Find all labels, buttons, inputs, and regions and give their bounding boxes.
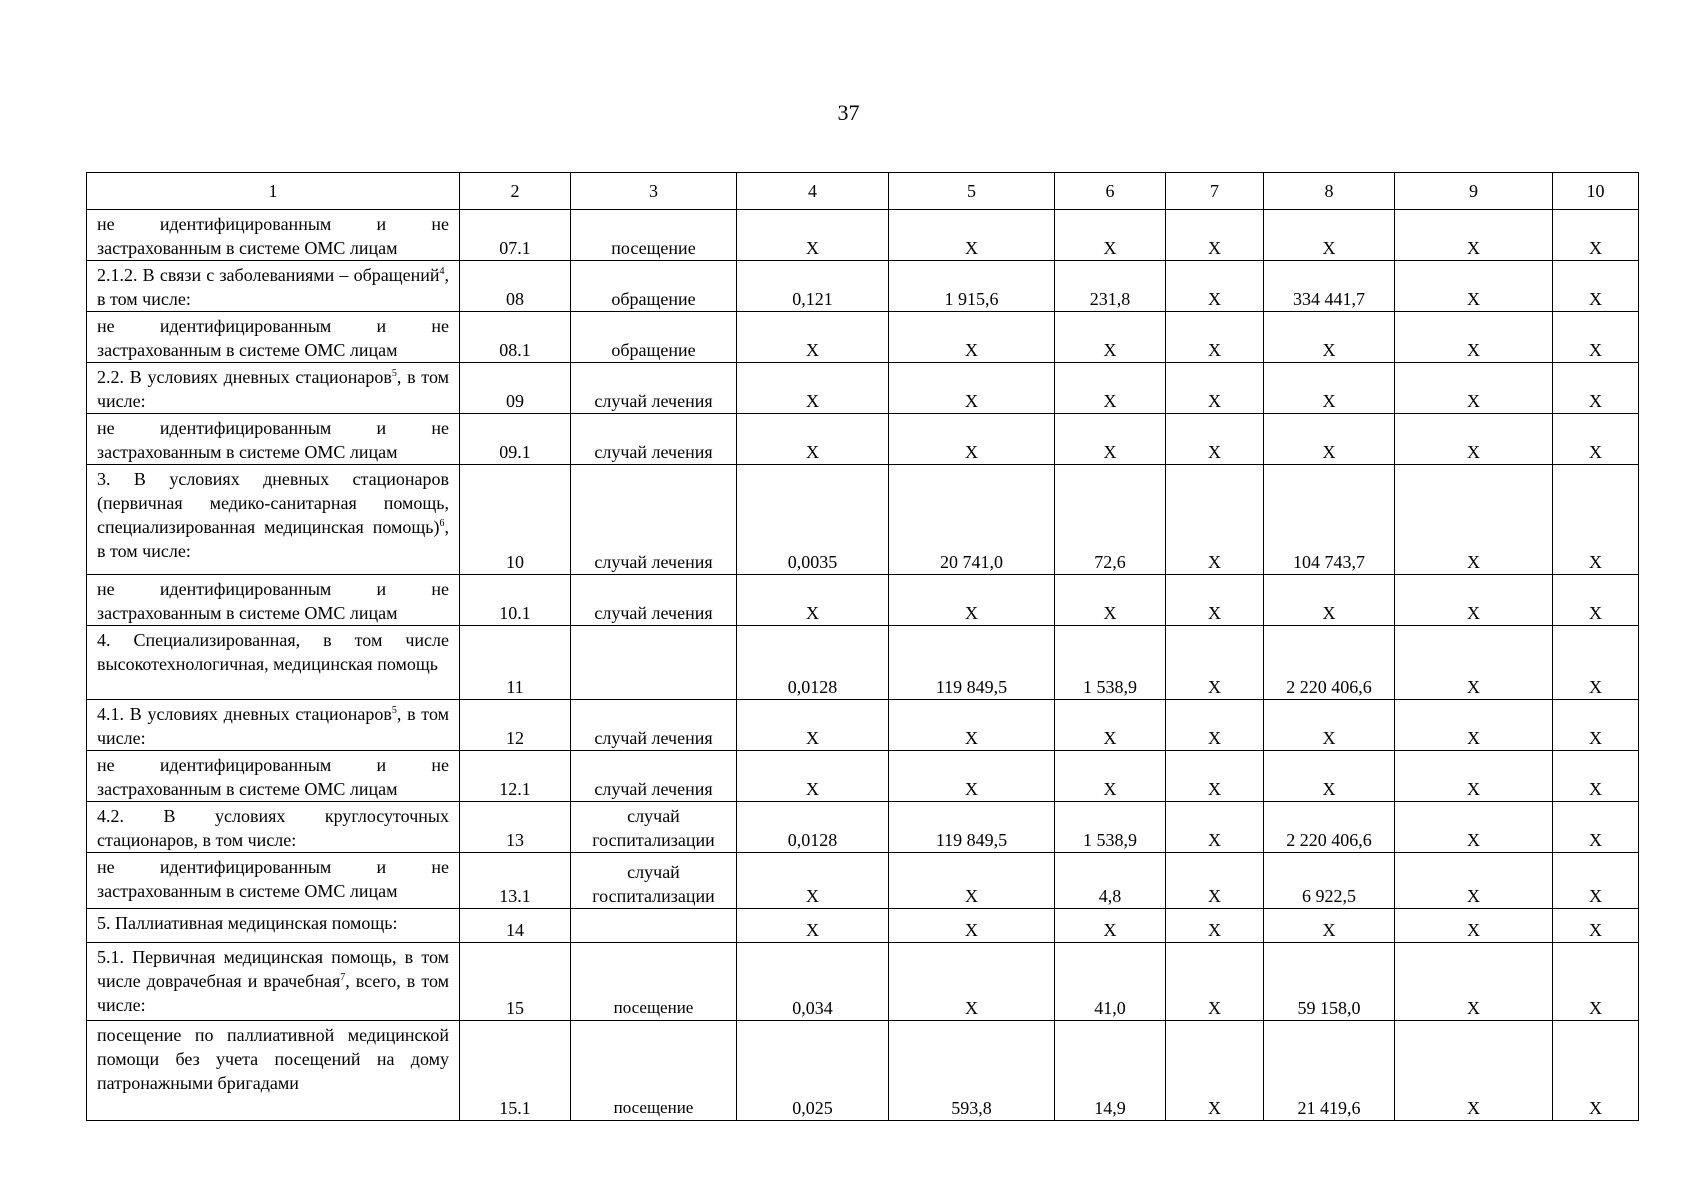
row-unit: случай лечения	[571, 414, 737, 465]
cell-col9: Х	[1395, 575, 1553, 626]
cell-col7: Х	[1166, 1021, 1264, 1121]
row-name-text: 4.2. В условиях круглосуточных стационаров, в том числе:	[97, 806, 449, 850]
cell-col6: Х	[1055, 363, 1166, 414]
cell-col10: Х	[1553, 210, 1639, 261]
column-header: 8	[1264, 173, 1395, 210]
cell-col8: 104 743,7	[1264, 465, 1395, 575]
cell-col5: 119 849,5	[889, 802, 1055, 853]
cell-col4: Х	[737, 312, 889, 363]
column-header: 4	[737, 173, 889, 210]
cell-col10: Х	[1553, 1021, 1639, 1121]
row-unit: случай лечения	[571, 700, 737, 751]
cell-col8: 2 220 406,6	[1264, 802, 1395, 853]
cell-col7: Х	[1166, 909, 1264, 943]
cell-col9: Х	[1395, 261, 1553, 312]
row-unit: случай лечения	[571, 575, 737, 626]
cell-col9: Х	[1395, 853, 1553, 909]
cell-col10: Х	[1553, 575, 1639, 626]
cell-col7: Х	[1166, 700, 1264, 751]
row-unit: случай лечения	[571, 465, 737, 575]
row-unit: посещение	[571, 1021, 737, 1121]
row-unit: обращение	[571, 261, 737, 312]
row-name-tail: , в том числе:	[97, 367, 449, 411]
column-header: 7	[1166, 173, 1264, 210]
table-header-row	[87, 173, 1639, 210]
row-name-text: не идентифицированным и не застрахованным в системе ОМС лицам	[97, 316, 449, 360]
cell-col7: Х	[1166, 575, 1264, 626]
cell-col9: Х	[1395, 700, 1553, 751]
row-code: 11	[460, 626, 571, 700]
row-name-text: не идентифицированным и не застрахованным в системе ОМС лицам	[97, 418, 449, 462]
cell-col7: Х	[1166, 312, 1264, 363]
row-code: 13	[460, 802, 571, 853]
table-row	[87, 261, 1639, 312]
cell-col6: Х	[1055, 414, 1166, 465]
footnote-marker: 6	[439, 518, 445, 529]
cell-col9: Х	[1395, 210, 1553, 261]
cell-col9: Х	[1395, 802, 1553, 853]
row-name	[87, 909, 460, 943]
table-row	[87, 465, 1639, 575]
cell-col9: Х	[1395, 943, 1553, 1021]
row-name-tail: , в том числе:	[97, 517, 449, 561]
row-name-text: 2.1.2. В связи с заболеваниями – обращений	[97, 265, 440, 285]
cell-col6: Х	[1055, 210, 1166, 261]
row-name-text: 5.1. Первичная медицинская помощь, в том числе доврачебная и врачебная	[97, 947, 449, 991]
row-unit	[571, 909, 737, 943]
cell-col6: 14,9	[1055, 1021, 1166, 1121]
row-name-tail: , в том числе:	[97, 704, 449, 748]
cell-col5: Х	[889, 414, 1055, 465]
cell-col7: Х	[1166, 853, 1264, 909]
cell-col10: Х	[1553, 465, 1639, 575]
cell-col8: Х	[1264, 363, 1395, 414]
row-unit: случай госпитализации	[571, 802, 737, 853]
cell-col4: 0,121	[737, 261, 889, 312]
row-name	[87, 312, 460, 363]
cell-col9: Х	[1395, 1021, 1553, 1121]
row-name-text: посещение по паллиативной медицинской помощи без учета посещений на дому патронажными бригадами	[97, 1025, 449, 1093]
cell-col7: Х	[1166, 943, 1264, 1021]
cell-col10: Х	[1553, 700, 1639, 751]
table-row	[87, 312, 1639, 363]
row-code: 13.1	[460, 853, 571, 909]
cell-col5: Х	[889, 700, 1055, 751]
table-body	[87, 210, 1639, 1121]
cell-col5: Х	[889, 575, 1055, 626]
cell-col8: 59 158,0	[1264, 943, 1395, 1021]
column-header: 6	[1055, 173, 1166, 210]
row-name-tail: , в том числе:	[97, 265, 449, 309]
cell-col5: Х	[889, 312, 1055, 363]
column-header: 10	[1553, 173, 1639, 210]
cell-col6: Х	[1055, 751, 1166, 802]
row-code: 15	[460, 943, 571, 1021]
cell-col5: 1 915,6	[889, 261, 1055, 312]
column-header: 9	[1395, 173, 1553, 210]
cell-col8: 21 419,6	[1264, 1021, 1395, 1121]
table-row	[87, 626, 1639, 700]
row-code: 12	[460, 700, 571, 751]
row-unit	[571, 626, 737, 700]
cell-col10: Х	[1553, 626, 1639, 700]
cell-col5: Х	[889, 909, 1055, 943]
cell-col10: Х	[1553, 363, 1639, 414]
row-name-text: 4. Специализированная, в том числе высокотехнологичная, медицинская помощь	[97, 630, 449, 674]
row-code: 08	[460, 261, 571, 312]
table-row	[87, 700, 1639, 751]
row-name	[87, 363, 460, 414]
cell-col9: Х	[1395, 465, 1553, 575]
cell-col7: Х	[1166, 261, 1264, 312]
footnote-marker: 7	[340, 972, 346, 983]
footnote-marker: 5	[391, 368, 397, 379]
cell-col6: 1 538,9	[1055, 626, 1166, 700]
row-code: 14	[460, 909, 571, 943]
cell-col5: Х	[889, 751, 1055, 802]
cell-col7: Х	[1166, 414, 1264, 465]
row-name	[87, 943, 460, 1021]
table-row	[87, 943, 1639, 1021]
cell-col8: Х	[1264, 700, 1395, 751]
cell-col10: Х	[1553, 853, 1639, 909]
row-name	[87, 626, 460, 700]
cell-col5: Х	[889, 210, 1055, 261]
cell-col4: Х	[737, 363, 889, 414]
row-name-text: 3. В условиях дневных стационаров (первичная медико-санитарная помощь, специализированная медицинская помощь)	[97, 469, 449, 537]
data-table	[86, 172, 1639, 1121]
cell-col7: Х	[1166, 363, 1264, 414]
row-unit: посещение	[571, 943, 737, 1021]
cell-col10: Х	[1553, 261, 1639, 312]
cell-col8: Х	[1264, 414, 1395, 465]
row-name	[87, 1021, 460, 1121]
row-name	[87, 700, 460, 751]
row-name	[87, 802, 460, 853]
row-name-text: не идентифицированным и не застрахованным в системе ОМС лицам	[97, 579, 449, 623]
cell-col8: 6 922,5	[1264, 853, 1395, 909]
cell-col4: Х	[737, 751, 889, 802]
row-unit: обращение	[571, 312, 737, 363]
row-name	[87, 751, 460, 802]
page-number: 37	[837, 100, 860, 125]
row-code: 08.1	[460, 312, 571, 363]
footnote-marker: 4	[439, 266, 445, 277]
cell-col7: Х	[1166, 751, 1264, 802]
cell-col6: 1 538,9	[1055, 802, 1166, 853]
row-name	[87, 414, 460, 465]
cell-col7: Х	[1166, 465, 1264, 575]
row-name	[87, 853, 460, 909]
cell-col5: 20 741,0	[889, 465, 1055, 575]
cell-col4: Х	[737, 909, 889, 943]
row-name-text: 2.2. В условиях дневных стационаров	[97, 367, 392, 387]
row-unit: случай лечения	[571, 751, 737, 802]
cell-col5: 119 849,5	[889, 626, 1055, 700]
cell-col9: Х	[1395, 751, 1553, 802]
row-name-text: 4.1. В условиях дневных стационаров	[97, 704, 392, 724]
cell-col6: Х	[1055, 575, 1166, 626]
cell-col4: Х	[737, 575, 889, 626]
cell-col7: Х	[1166, 210, 1264, 261]
row-unit: случай госпитализации	[571, 853, 737, 909]
row-name-tail: , всего, в том числе:	[97, 971, 449, 1015]
cell-col10: Х	[1553, 414, 1639, 465]
cell-col9: Х	[1395, 909, 1553, 943]
cell-col4: Х	[737, 210, 889, 261]
cell-col4: Х	[737, 853, 889, 909]
table-row	[87, 1021, 1639, 1121]
column-header: 5	[889, 173, 1055, 210]
row-code: 15.1	[460, 1021, 571, 1121]
cell-col4: 0,0128	[737, 626, 889, 700]
cell-col9: Х	[1395, 363, 1553, 414]
table-row	[87, 853, 1639, 909]
cell-col9: Х	[1395, 626, 1553, 700]
table-row	[87, 575, 1639, 626]
cell-col8: 334 441,7	[1264, 261, 1395, 312]
row-unit: случай лечения	[571, 363, 737, 414]
row-name-text: не идентифицированным и не застрахованным в системе ОМС лицам	[97, 857, 449, 901]
cell-col10: Х	[1553, 943, 1639, 1021]
cell-col8: Х	[1264, 751, 1395, 802]
cell-col8: Х	[1264, 312, 1395, 363]
footnote-marker: 5	[391, 705, 397, 716]
cell-col4: 0,034	[737, 943, 889, 1021]
row-code: 10.1	[460, 575, 571, 626]
cell-col8: Х	[1264, 210, 1395, 261]
cell-col5: Х	[889, 363, 1055, 414]
row-name-text: не идентифицированным и не застрахованным в системе ОМС лицам	[97, 755, 449, 799]
cell-col7: Х	[1166, 626, 1264, 700]
row-name	[87, 210, 460, 261]
table-row	[87, 210, 1639, 261]
cell-col6: Х	[1055, 312, 1166, 363]
row-name	[87, 575, 460, 626]
cell-col4: Х	[737, 700, 889, 751]
row-code: 10	[460, 465, 571, 575]
cell-col6: 72,6	[1055, 465, 1166, 575]
row-name	[87, 465, 460, 575]
cell-col4: 0,025	[737, 1021, 889, 1121]
cell-col6: Х	[1055, 909, 1166, 943]
row-name-text: не идентифицированным и не застрахованным в системе ОМС лицам	[97, 214, 449, 258]
row-code: 12.1	[460, 751, 571, 802]
table-row	[87, 909, 1639, 943]
cell-col4: Х	[737, 414, 889, 465]
row-name	[87, 261, 460, 312]
cell-col8: Х	[1264, 575, 1395, 626]
cell-col9: Х	[1395, 414, 1553, 465]
cell-col10: Х	[1553, 751, 1639, 802]
cell-col8: Х	[1264, 909, 1395, 943]
cell-col5: 593,8	[889, 1021, 1055, 1121]
cell-col9: Х	[1395, 312, 1553, 363]
cell-col6: 4,8	[1055, 853, 1166, 909]
table-row	[87, 802, 1639, 853]
table-row	[87, 414, 1639, 465]
cell-col10: Х	[1553, 312, 1639, 363]
row-name-text: 5. Паллиативная медицинская помощь:	[97, 913, 398, 933]
cell-col6: 231,8	[1055, 261, 1166, 312]
column-header: 1	[87, 173, 460, 210]
cell-col7: Х	[1166, 802, 1264, 853]
row-code: 07.1	[460, 210, 571, 261]
column-header: 2	[460, 173, 571, 210]
cell-col5: Х	[889, 943, 1055, 1021]
table-row	[87, 363, 1639, 414]
cell-col10: Х	[1553, 909, 1639, 943]
cell-col6: Х	[1055, 700, 1166, 751]
row-unit: посещение	[571, 210, 737, 261]
table-row	[87, 751, 1639, 802]
cell-col10: Х	[1553, 802, 1639, 853]
row-code: 09.1	[460, 414, 571, 465]
cell-col5: Х	[889, 853, 1055, 909]
cell-col4: 0,0035	[737, 465, 889, 575]
cell-col6: 41,0	[1055, 943, 1166, 1021]
cell-col8: 2 220 406,6	[1264, 626, 1395, 700]
cell-col4: 0,0128	[737, 802, 889, 853]
row-code: 09	[460, 363, 571, 414]
column-header: 3	[571, 173, 737, 210]
